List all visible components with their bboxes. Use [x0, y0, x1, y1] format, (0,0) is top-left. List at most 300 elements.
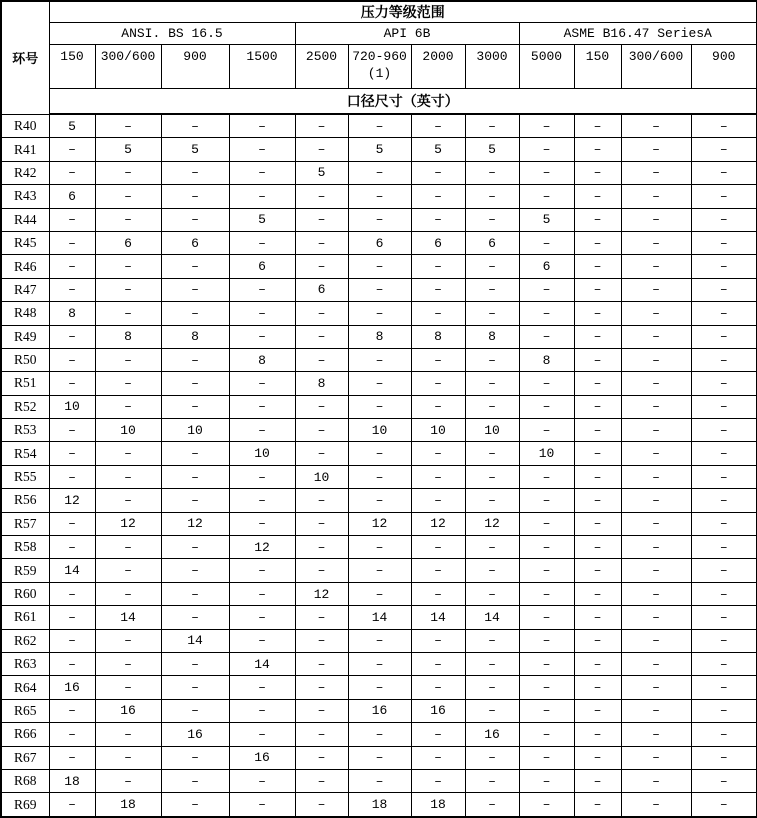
- size-cell: –: [161, 185, 229, 208]
- size-cell: –: [161, 465, 229, 488]
- size-cell: 8: [161, 325, 229, 348]
- table-row: [1, 489, 757, 512]
- table-row: [1, 652, 757, 675]
- table-row: [1, 231, 757, 254]
- size-cell: –: [465, 465, 519, 488]
- table-row: [1, 419, 757, 442]
- size-cell: –: [295, 489, 348, 512]
- ring-cell: R49: [1, 325, 49, 348]
- pressure-class-label: 300/600: [100, 49, 156, 64]
- size-cell: –: [574, 465, 621, 488]
- size-cell: –: [411, 348, 465, 371]
- size-cell: –: [161, 208, 229, 231]
- size-cell: 8: [519, 348, 574, 371]
- size-cell: –: [411, 114, 465, 138]
- size-cell: –: [691, 559, 757, 582]
- size-cell: –: [519, 302, 574, 325]
- size-cell: –: [574, 582, 621, 605]
- size-cell: –: [411, 629, 465, 652]
- size-cell: 6: [295, 278, 348, 301]
- ring-cell: R47: [1, 278, 49, 301]
- table-row: [1, 395, 757, 418]
- size-cell: –: [95, 676, 161, 699]
- size-cell: –: [621, 536, 691, 559]
- size-cell: –: [574, 723, 621, 746]
- size-cell: 5: [411, 138, 465, 161]
- size-cell: 6: [49, 185, 95, 208]
- size-cell: –: [95, 208, 161, 231]
- size-cell: –: [691, 185, 757, 208]
- size-cell: –: [229, 231, 295, 254]
- size-cell: 12: [465, 512, 519, 535]
- size-cell: –: [519, 582, 574, 605]
- size-cell: –: [465, 793, 519, 817]
- size-cell: –: [465, 676, 519, 699]
- size-cell: –: [161, 769, 229, 792]
- size-cell: –: [519, 465, 574, 488]
- table-row: [1, 185, 757, 208]
- size-cell: –: [621, 185, 691, 208]
- size-cell: –: [161, 161, 229, 184]
- size-cell: –: [229, 489, 295, 512]
- size-cell: 14: [229, 652, 295, 675]
- table-row: [1, 255, 757, 278]
- size-cell: –: [295, 652, 348, 675]
- size-cell: –: [621, 723, 691, 746]
- size-cell: –: [49, 372, 95, 395]
- pressure-class-header: [348, 45, 411, 89]
- size-cell: –: [621, 652, 691, 675]
- size-cell: –: [691, 255, 757, 278]
- size-cell: –: [229, 699, 295, 722]
- size-cell: –: [295, 419, 348, 442]
- size-cell: –: [49, 512, 95, 535]
- size-cell: –: [574, 652, 621, 675]
- size-cell: –: [574, 325, 621, 348]
- size-cell: –: [348, 302, 411, 325]
- size-cell: –: [574, 114, 621, 138]
- size-cell: –: [348, 442, 411, 465]
- size-cell: –: [519, 325, 574, 348]
- size-cell: –: [519, 278, 574, 301]
- size-cell: –: [161, 442, 229, 465]
- pressure-class-header: [49, 45, 95, 89]
- size-cell: –: [691, 442, 757, 465]
- size-cell: –: [691, 372, 757, 395]
- pressure-class-label: 1500: [246, 49, 278, 64]
- ring-cell: R67: [1, 746, 49, 769]
- size-cell: 8: [348, 325, 411, 348]
- table-row: [1, 582, 757, 605]
- size-cell: –: [574, 559, 621, 582]
- size-cell: 14: [49, 559, 95, 582]
- size-cell: –: [161, 606, 229, 629]
- size-cell: –: [295, 395, 348, 418]
- size-cell: –: [229, 185, 295, 208]
- pressure-class-header: [229, 45, 295, 89]
- size-cell: –: [621, 442, 691, 465]
- size-cell: –: [95, 769, 161, 792]
- size-cell: –: [519, 606, 574, 629]
- size-cell: –: [411, 676, 465, 699]
- size-cell: –: [574, 278, 621, 301]
- ring-cell: R40: [1, 114, 49, 138]
- size-cell: –: [621, 278, 691, 301]
- size-cell: –: [411, 536, 465, 559]
- size-cell: –: [691, 629, 757, 652]
- size-cell: –: [411, 185, 465, 208]
- standard-group-header: ANSI. BS 16.5: [49, 23, 295, 45]
- size-cell: –: [411, 395, 465, 418]
- ring-cell: R41: [1, 138, 49, 161]
- size-cell: –: [411, 442, 465, 465]
- ring-cell: R46: [1, 255, 49, 278]
- ring-cell: R59: [1, 559, 49, 582]
- size-cell: –: [348, 582, 411, 605]
- size-cell: –: [348, 746, 411, 769]
- size-cell: –: [411, 465, 465, 488]
- size-cell: –: [465, 769, 519, 792]
- size-cell: –: [465, 255, 519, 278]
- size-cell: –: [574, 769, 621, 792]
- size-cell: –: [691, 325, 757, 348]
- size-cell: –: [519, 769, 574, 792]
- pressure-class-header: [621, 45, 691, 89]
- size-cell: –: [295, 769, 348, 792]
- size-cell: –: [465, 395, 519, 418]
- ring-cell: R69: [1, 793, 49, 817]
- size-cell: –: [348, 185, 411, 208]
- size-cell: –: [465, 652, 519, 675]
- size-cell: –: [519, 489, 574, 512]
- size-cell: –: [95, 536, 161, 559]
- size-cell: –: [621, 465, 691, 488]
- pressure-class-header: [465, 45, 519, 89]
- table-row: [1, 606, 757, 629]
- size-cell: –: [465, 699, 519, 722]
- size-cell: 18: [348, 793, 411, 817]
- size-cell: –: [95, 582, 161, 605]
- pressure-class-label: 3000: [476, 49, 508, 64]
- size-cell: –: [574, 536, 621, 559]
- size-cell: –: [49, 231, 95, 254]
- size-cell: –: [229, 114, 295, 138]
- ring-number-header: 环号: [1, 1, 49, 114]
- size-cell: 6: [95, 231, 161, 254]
- size-cell: 12: [161, 512, 229, 535]
- size-cell: –: [229, 138, 295, 161]
- table-row: [1, 512, 757, 535]
- size-cell: 6: [519, 255, 574, 278]
- size-cell: –: [574, 606, 621, 629]
- ring-cell: R43: [1, 185, 49, 208]
- size-cell: –: [95, 161, 161, 184]
- size-cell: –: [348, 278, 411, 301]
- size-cell: –: [295, 699, 348, 722]
- table-row: [1, 348, 757, 371]
- table-row: [1, 372, 757, 395]
- size-cell: –: [519, 512, 574, 535]
- size-cell: –: [161, 559, 229, 582]
- size-cell: 12: [95, 512, 161, 535]
- size-cell: –: [348, 395, 411, 418]
- size-cell: 5: [295, 161, 348, 184]
- size-cell: –: [348, 114, 411, 138]
- size-cell: –: [411, 278, 465, 301]
- size-cell: –: [49, 208, 95, 231]
- size-cell: –: [295, 208, 348, 231]
- size-cell: –: [411, 372, 465, 395]
- size-cell: –: [348, 559, 411, 582]
- size-cell: –: [295, 325, 348, 348]
- size-cell: –: [348, 161, 411, 184]
- size-cell: –: [574, 138, 621, 161]
- size-cell: –: [691, 138, 757, 161]
- size-cell: –: [621, 348, 691, 371]
- pressure-class-header: [691, 45, 757, 89]
- size-cell: –: [621, 746, 691, 769]
- pressure-class-label: 900: [183, 49, 207, 64]
- size-cell: –: [95, 723, 161, 746]
- size-unit-header: 口径尺寸（英寸）: [49, 89, 757, 115]
- size-cell: –: [161, 278, 229, 301]
- size-cell: –: [691, 395, 757, 418]
- size-cell: –: [49, 442, 95, 465]
- size-cell: –: [519, 161, 574, 184]
- size-cell: –: [229, 769, 295, 792]
- size-cell: –: [95, 465, 161, 488]
- size-cell: –: [348, 465, 411, 488]
- size-cell: 16: [465, 723, 519, 746]
- size-cell: –: [691, 208, 757, 231]
- size-cell: –: [161, 676, 229, 699]
- size-cell: –: [691, 348, 757, 371]
- size-cell: –: [519, 419, 574, 442]
- size-cell: –: [691, 114, 757, 138]
- size-cell: –: [574, 746, 621, 769]
- size-cell: –: [295, 348, 348, 371]
- size-cell: –: [691, 652, 757, 675]
- size-cell: –: [49, 536, 95, 559]
- size-cell: –: [295, 559, 348, 582]
- size-cell: –: [49, 629, 95, 652]
- size-cell: –: [519, 723, 574, 746]
- size-cell: –: [49, 746, 95, 769]
- size-cell: –: [621, 559, 691, 582]
- table-row: [1, 723, 757, 746]
- ring-cell: R56: [1, 489, 49, 512]
- size-cell: –: [229, 793, 295, 817]
- pressure-class-label: 2500: [305, 49, 338, 64]
- table-row: [1, 325, 757, 348]
- size-cell: –: [519, 629, 574, 652]
- ring-cell: R58: [1, 536, 49, 559]
- size-cell: –: [229, 372, 295, 395]
- size-cell: –: [49, 255, 95, 278]
- size-cell: –: [519, 793, 574, 817]
- size-cell: 16: [95, 699, 161, 722]
- table-row: [1, 746, 757, 769]
- size-cell: –: [691, 161, 757, 184]
- size-cell: 5: [519, 208, 574, 231]
- size-cell: 10: [49, 395, 95, 418]
- size-cell: 5: [95, 138, 161, 161]
- size-cell: –: [691, 793, 757, 817]
- size-cell: –: [95, 302, 161, 325]
- size-cell: 8: [95, 325, 161, 348]
- size-cell: –: [691, 676, 757, 699]
- size-cell: –: [574, 231, 621, 254]
- size-cell: –: [519, 676, 574, 699]
- header-row-standards: [1, 23, 757, 45]
- size-cell: 12: [49, 489, 95, 512]
- size-cell: –: [691, 489, 757, 512]
- size-cell: –: [161, 582, 229, 605]
- size-cell: –: [348, 255, 411, 278]
- size-cell: –: [411, 489, 465, 512]
- size-cell: –: [519, 536, 574, 559]
- size-cell: –: [691, 606, 757, 629]
- size-cell: 10: [348, 419, 411, 442]
- ring-cell: R65: [1, 699, 49, 722]
- size-cell: –: [621, 769, 691, 792]
- ring-cell: R68: [1, 769, 49, 792]
- size-cell: –: [95, 114, 161, 138]
- size-cell: –: [621, 231, 691, 254]
- size-cell: 18: [411, 793, 465, 817]
- pressure-class-label: 150: [60, 49, 84, 64]
- header-row-pressure-range: [1, 1, 757, 23]
- pressure-class-label: 900: [712, 49, 736, 64]
- size-cell: –: [691, 699, 757, 722]
- ring-cell: R50: [1, 348, 49, 371]
- size-cell: 14: [411, 606, 465, 629]
- size-cell: –: [465, 536, 519, 559]
- size-cell: 5: [161, 138, 229, 161]
- size-cell: –: [465, 161, 519, 184]
- size-cell: –: [465, 489, 519, 512]
- size-cell: –: [348, 652, 411, 675]
- size-cell: –: [161, 489, 229, 512]
- size-cell: –: [574, 161, 621, 184]
- size-cell: 10: [519, 442, 574, 465]
- size-cell: –: [574, 302, 621, 325]
- size-cell: –: [574, 489, 621, 512]
- size-cell: 16: [49, 676, 95, 699]
- size-cell: –: [49, 138, 95, 161]
- size-cell: –: [621, 161, 691, 184]
- header-row-classes: [1, 45, 757, 89]
- size-cell: –: [465, 278, 519, 301]
- size-cell: –: [95, 372, 161, 395]
- size-cell: 14: [161, 629, 229, 652]
- size-cell: –: [465, 185, 519, 208]
- size-cell: –: [348, 489, 411, 512]
- size-cell: –: [161, 302, 229, 325]
- pressure-class-label: 2000: [422, 49, 454, 64]
- size-cell: 6: [229, 255, 295, 278]
- size-cell: –: [295, 536, 348, 559]
- size-cell: –: [95, 278, 161, 301]
- size-cell: –: [411, 302, 465, 325]
- size-cell: –: [229, 676, 295, 699]
- size-cell: –: [95, 489, 161, 512]
- size-cell: –: [621, 138, 691, 161]
- size-cell: 14: [95, 606, 161, 629]
- size-cell: –: [621, 419, 691, 442]
- size-cell: –: [229, 465, 295, 488]
- size-cell: –: [295, 723, 348, 746]
- size-cell: –: [229, 512, 295, 535]
- size-cell: –: [295, 302, 348, 325]
- size-cell: –: [229, 582, 295, 605]
- size-cell: –: [295, 629, 348, 652]
- size-cell: 12: [229, 536, 295, 559]
- size-cell: 14: [465, 606, 519, 629]
- size-cell: –: [621, 372, 691, 395]
- size-cell: –: [519, 746, 574, 769]
- size-cell: –: [465, 442, 519, 465]
- pressure-class-header: [411, 45, 465, 89]
- size-cell: –: [621, 114, 691, 138]
- size-cell: –: [574, 699, 621, 722]
- size-cell: 16: [161, 723, 229, 746]
- pressure-class-header: [519, 45, 574, 89]
- size-cell: –: [295, 676, 348, 699]
- size-cell: –: [519, 231, 574, 254]
- table-row: [1, 208, 757, 231]
- standard-group-header: ASME B16.47 SeriesA: [519, 23, 757, 45]
- size-cell: –: [348, 372, 411, 395]
- size-cell: –: [411, 652, 465, 675]
- size-cell: 10: [161, 419, 229, 442]
- size-cell: –: [519, 652, 574, 675]
- size-cell: –: [574, 185, 621, 208]
- size-cell: –: [465, 629, 519, 652]
- size-cell: –: [295, 746, 348, 769]
- size-cell: –: [229, 325, 295, 348]
- size-cell: –: [229, 419, 295, 442]
- size-cell: 6: [411, 231, 465, 254]
- size-cell: –: [229, 302, 295, 325]
- size-cell: –: [411, 559, 465, 582]
- size-cell: –: [519, 559, 574, 582]
- size-cell: –: [691, 582, 757, 605]
- size-cell: 8: [49, 302, 95, 325]
- size-cell: 12: [411, 512, 465, 535]
- ring-cell: R66: [1, 723, 49, 746]
- size-cell: –: [95, 348, 161, 371]
- ring-cell: R57: [1, 512, 49, 535]
- table-row: [1, 559, 757, 582]
- pressure-class-label: 300/600: [628, 49, 684, 64]
- size-cell: –: [95, 442, 161, 465]
- size-cell: –: [348, 536, 411, 559]
- size-cell: 12: [295, 582, 348, 605]
- ring-cell: R64: [1, 676, 49, 699]
- size-cell: –: [95, 652, 161, 675]
- size-cell: –: [465, 582, 519, 605]
- size-cell: –: [519, 114, 574, 138]
- size-cell: –: [95, 395, 161, 418]
- table-row: [1, 699, 757, 722]
- size-cell: –: [161, 395, 229, 418]
- size-cell: –: [574, 629, 621, 652]
- ring-cell: R55: [1, 465, 49, 488]
- size-cell: –: [465, 372, 519, 395]
- size-cell: –: [691, 769, 757, 792]
- size-cell: –: [348, 348, 411, 371]
